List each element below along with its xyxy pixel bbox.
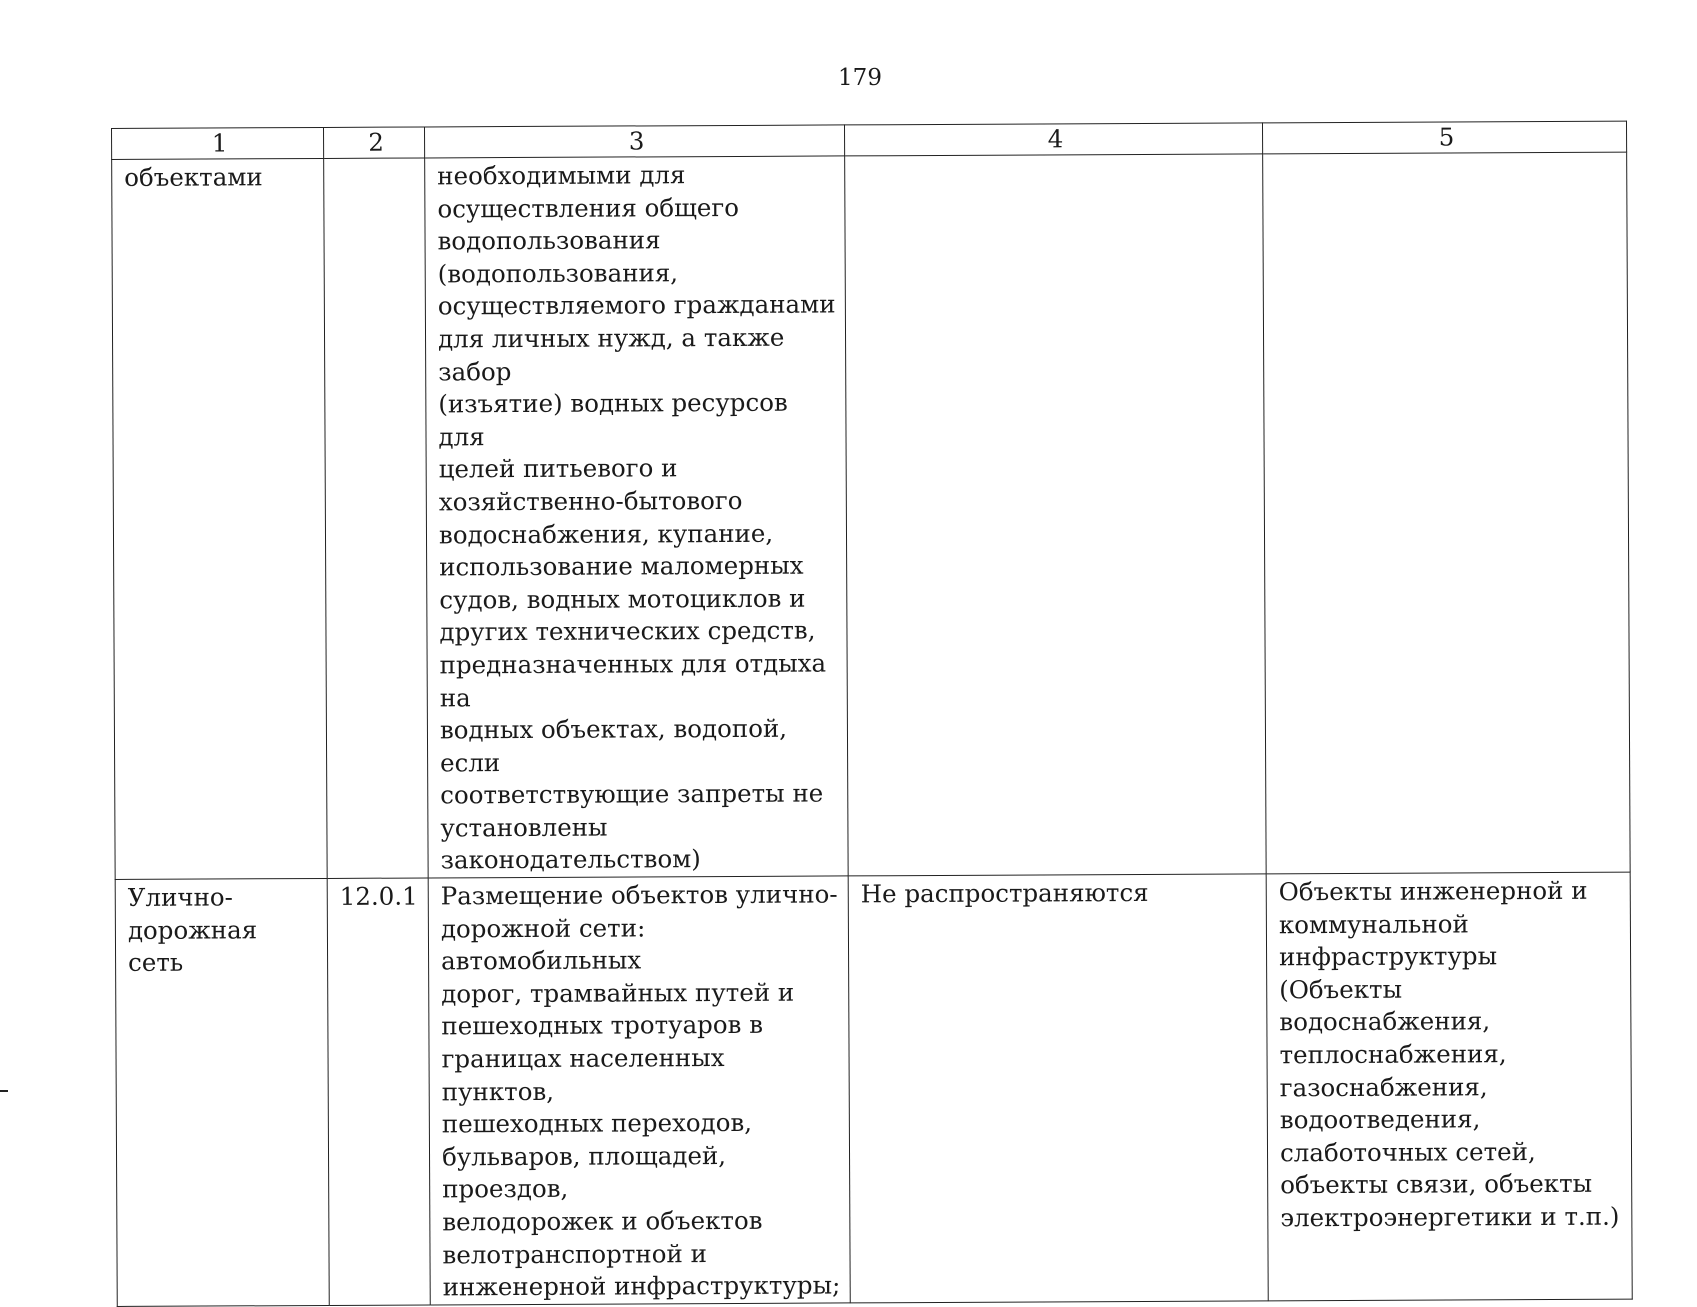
cell-text: [857, 156, 1254, 158]
cell-auxiliary-objects: [1263, 152, 1631, 874]
cell-auxiliary-objects: [1266, 872, 1632, 1300]
margin-mark: [0, 1090, 8, 1092]
cell-text: необходимыми для осуществления общего водопользования (водопользования, осуществляемого гражданами для личных нужд, а также забор (изъятие) водных ресурсов для целей питьевого и хозяйственно-бытового водоснабжения, купание, использование маломерных судов, водных мотоциклов и других технических средств, предназначенных для отдыха на водных объектах, водопой, если соответствующие запреты не установлены законодательством): [437, 158, 839, 877]
cell-text: [1275, 155, 1618, 157]
table-row: [112, 152, 1631, 879]
table-row: [115, 872, 1632, 1306]
cell-land-use-type: [112, 158, 328, 879]
column-header-1: 1: [112, 127, 324, 159]
document-table: [111, 121, 1633, 1307]
page-number: 179: [0, 64, 1697, 92]
cell-text: Размещение объектов улично- дорожной сети: автомобильных дорог, трамвайных путей и пешеходных тротуаров в границах населенных пунктов, пешеходных переходов, бульваров, площадей, проездов, велодорожек и объектов велотранспортной и инженерной инфраструктуры;: [441, 879, 842, 1305]
cell-description: [425, 156, 849, 878]
column-header-5: 5: [1262, 121, 1626, 154]
cell-text: объектами: [124, 161, 315, 195]
cell-restrictions: [845, 154, 1267, 876]
cell-description: [428, 876, 850, 1305]
column-header-3: 3: [424, 125, 844, 158]
cell-text: 12.0.1: [340, 881, 420, 914]
cell-land-use-type: [115, 879, 329, 1307]
cell-restrictions: [848, 874, 1268, 1303]
cell-text: Объекты инженерной и коммунальной инфраструктуры (Объекты водоснабжения, теплоснабжения, газоснабжения, водоотведения, слаботочных сетей, объекты связи, объекты электроэнергетики и т.п.): [1279, 875, 1624, 1235]
cell-text: Улично- дорожная сеть: [128, 881, 319, 980]
cell-code: [327, 878, 430, 1305]
column-header-2: 2: [323, 127, 424, 158]
cell-text: Не распространяются: [861, 876, 1258, 911]
column-header-4: 4: [844, 123, 1262, 156]
cell-code: [324, 158, 429, 879]
